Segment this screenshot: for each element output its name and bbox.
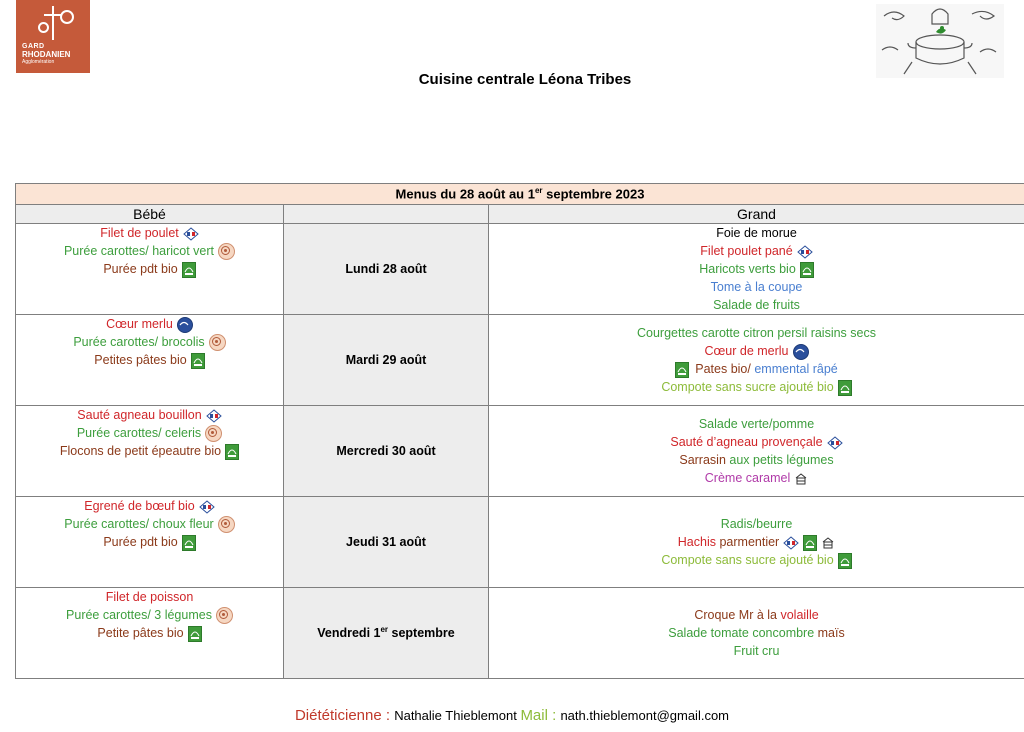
fait-maison-icon xyxy=(218,243,235,260)
bebe-menu-cell xyxy=(16,224,284,315)
menu-item xyxy=(489,433,1024,451)
menu-item-text: Sauté agneau bouillon xyxy=(77,408,202,422)
menu-item-text: Filet poulet pané xyxy=(700,244,793,258)
menu-period-prefix: Menus du 28 août au 1 xyxy=(395,186,535,202)
origine-france-icon xyxy=(827,436,843,450)
menu-item-text: Salade de fruits xyxy=(713,298,800,312)
column-header-bebe: Bébé xyxy=(16,205,284,224)
menu-item-text: Petites pâtes bio xyxy=(94,353,187,367)
peche-durable-icon xyxy=(177,317,193,333)
menu-item xyxy=(489,378,1024,396)
menu-item-text: Fruit cru xyxy=(733,644,780,658)
agriculture-biologique-icon xyxy=(800,262,814,278)
dietitian-label: Diététicienne : xyxy=(294,707,395,724)
origine-france-icon xyxy=(797,245,813,259)
menu-item-text: Sauté d’agneau provençale xyxy=(670,435,823,449)
menu-item-text: Foie de morue xyxy=(716,226,797,240)
menu-item-text: Courgettes carotte citron persil raisins secs xyxy=(637,326,876,340)
menu-item-text: Purée carottes/ 3 légumes xyxy=(66,608,212,622)
menu-item xyxy=(16,406,283,424)
dietitian-name: Nathalie Thieblemont xyxy=(394,708,521,723)
produit-local-icon xyxy=(794,472,808,485)
day-row xyxy=(16,315,1024,406)
agriculture-biologique-icon xyxy=(838,553,852,569)
grand-menu-cell xyxy=(489,315,1024,406)
menu-item xyxy=(16,260,283,278)
origine-france-icon xyxy=(183,227,199,241)
fait-maison-icon xyxy=(216,607,233,624)
logo-line-2: RHODANIEN xyxy=(22,50,71,59)
menu-item-text-secondary: aux petits légumes xyxy=(729,453,834,467)
gard-rhodanien-logo xyxy=(16,0,90,73)
grand-menu-cell xyxy=(489,406,1024,497)
day-label-cell xyxy=(284,497,489,588)
menu-item-text-secondary: volaille xyxy=(780,608,819,622)
menu-item-text: Petite pâtes bio xyxy=(97,626,184,640)
cooking-pot-illustration xyxy=(876,4,1004,78)
column-header-grand: Grand xyxy=(489,205,1024,224)
menu-item-text: Purée pdt bio xyxy=(103,262,178,276)
agriculture-biologique-icon xyxy=(182,535,196,551)
day-label: Jeudi 31 août xyxy=(346,535,426,549)
menu-item xyxy=(489,469,1024,487)
dietitian-email[interactable]: nath.thieblemont@gmail.com xyxy=(560,708,730,723)
menu-period-sup: er xyxy=(534,186,543,196)
agriculture-biologique-icon xyxy=(191,353,205,369)
bebe-menu-cell xyxy=(16,588,284,679)
menu-item xyxy=(489,260,1024,278)
menu-item xyxy=(489,551,1024,569)
grand-menu-cell xyxy=(489,224,1024,315)
menu-item xyxy=(16,606,283,624)
menu-item-text: Sarrasin xyxy=(679,453,730,467)
menu-item xyxy=(16,315,283,333)
bebe-menu-cell xyxy=(16,497,284,588)
menu-item xyxy=(16,515,283,533)
origine-france-icon xyxy=(783,536,799,550)
menu-item xyxy=(16,351,283,369)
fait-maison-icon xyxy=(209,334,226,351)
menu-item xyxy=(489,515,1024,533)
menu-item xyxy=(16,497,283,515)
menu-item-text: Cœur de merlu xyxy=(704,344,789,358)
menu-item xyxy=(489,324,1024,342)
day-label: Mardi 29 août xyxy=(345,353,427,367)
agriculture-biologique-icon xyxy=(675,362,689,378)
day-label-cell xyxy=(284,588,489,679)
menu-item-text: Filet de poisson xyxy=(105,590,194,604)
column-header-day xyxy=(284,205,489,224)
menu-item xyxy=(489,624,1024,642)
menu-item xyxy=(489,606,1024,624)
menu-item-text: Salade verte/pomme xyxy=(698,417,815,431)
day-row xyxy=(16,406,1024,497)
menu-item-text: Compote sans sucre ajouté bio xyxy=(661,380,834,394)
menu-item xyxy=(16,333,283,351)
day-row xyxy=(16,497,1024,588)
menu-period-title xyxy=(16,184,1024,205)
day-label: Mercredi 30 août xyxy=(336,444,436,458)
menu-item xyxy=(16,533,283,551)
produit-local-icon xyxy=(821,536,835,549)
menu-item-text: Cœur merlu xyxy=(106,317,173,331)
day-label-cell xyxy=(284,406,489,497)
menu-item xyxy=(16,624,283,642)
logo-fork-icon xyxy=(52,6,54,40)
mail-label: Mail : xyxy=(520,707,561,724)
menu-item xyxy=(489,642,1024,660)
logo-dot-icon xyxy=(38,22,49,33)
logo-line-3: Agglomération xyxy=(22,59,55,65)
menu-item-text: Compote sans sucre ajouté bio xyxy=(661,553,834,567)
agriculture-biologique-icon xyxy=(838,380,852,396)
menu-item xyxy=(489,451,1024,469)
menu-item xyxy=(16,424,283,442)
agriculture-biologique-icon xyxy=(225,444,239,460)
logo-line-1: GARD xyxy=(22,43,45,50)
menu-item xyxy=(16,242,283,260)
menu-item xyxy=(16,442,283,460)
day-label: Lundi 28 août xyxy=(345,262,427,276)
menu-item-text-secondary: emmental râpé xyxy=(754,362,838,376)
agriculture-biologique-icon xyxy=(803,535,817,551)
menu-item-text: Pates bio/ xyxy=(695,362,755,376)
page-title: Cuisine centrale Léona Tribes xyxy=(418,71,632,88)
menu-item-text: Purée pdt bio xyxy=(103,535,178,549)
origine-france-icon xyxy=(206,409,222,423)
day-label-sup: er xyxy=(380,625,389,635)
menu-item-text: Crème caramel xyxy=(704,471,791,485)
day-label-suffix: septembre xyxy=(388,626,455,641)
menu-item-text-secondary: maïs xyxy=(817,626,845,640)
menu-item xyxy=(489,296,1024,314)
menu-item xyxy=(489,342,1024,360)
menu-item xyxy=(489,533,1024,551)
menu-item xyxy=(489,360,1024,378)
agriculture-biologique-icon xyxy=(182,262,196,278)
logo-circle-icon xyxy=(60,10,74,24)
day-row xyxy=(16,224,1024,315)
bebe-menu-cell xyxy=(16,315,284,406)
menu-item xyxy=(16,224,283,242)
footer-contact xyxy=(0,707,1024,724)
day-label-cell xyxy=(284,224,489,315)
day-label-cell xyxy=(284,315,489,406)
origine-france-icon xyxy=(199,500,215,514)
menu-item-text: Croque Mr à la xyxy=(694,608,781,622)
menu-item xyxy=(489,242,1024,260)
day-row xyxy=(16,588,1024,679)
menu-item-text-secondary: parmentier xyxy=(719,535,780,549)
menu-item-text: Purée carottes/ celeris xyxy=(76,426,202,440)
menu-item-text: Salade tomate concombre xyxy=(668,626,818,640)
menu-item-text: Flocons de petit épeautre bio xyxy=(59,444,222,458)
menu-table xyxy=(15,183,1024,679)
menu-item-text: Purée carottes/ haricot vert xyxy=(63,244,215,258)
menu-item-text: Tome à la coupe xyxy=(710,280,803,294)
table-title-row xyxy=(16,184,1024,205)
menu-item xyxy=(489,224,1024,242)
table-header-row xyxy=(16,205,1024,224)
fait-maison-icon xyxy=(205,425,222,442)
grand-menu-cell xyxy=(489,588,1024,679)
menu-item-text: Purée carottes/ brocolis xyxy=(73,335,205,349)
menu-item-text: Filet de poulet xyxy=(100,226,179,240)
bebe-menu-cell xyxy=(16,406,284,497)
peche-durable-icon xyxy=(793,344,809,360)
day-label: Vendredi 1 xyxy=(317,626,381,641)
menu-item-text: Purée carottes/ choux fleur xyxy=(64,517,214,531)
menu-item-text: Hachis xyxy=(677,535,720,549)
menu-item-text: Radis/beurre xyxy=(720,517,793,531)
fait-maison-icon xyxy=(218,516,235,533)
menu-item xyxy=(489,278,1024,296)
menu-item-text: Egrené de bœuf bio xyxy=(84,499,195,513)
grand-menu-cell xyxy=(489,497,1024,588)
menu-item xyxy=(489,415,1024,433)
menu-item xyxy=(16,588,283,606)
menu-period-suffix: septembre 2023 xyxy=(542,186,645,202)
menu-item-text: Haricots verts bio xyxy=(699,262,796,276)
agriculture-biologique-icon xyxy=(188,626,202,642)
